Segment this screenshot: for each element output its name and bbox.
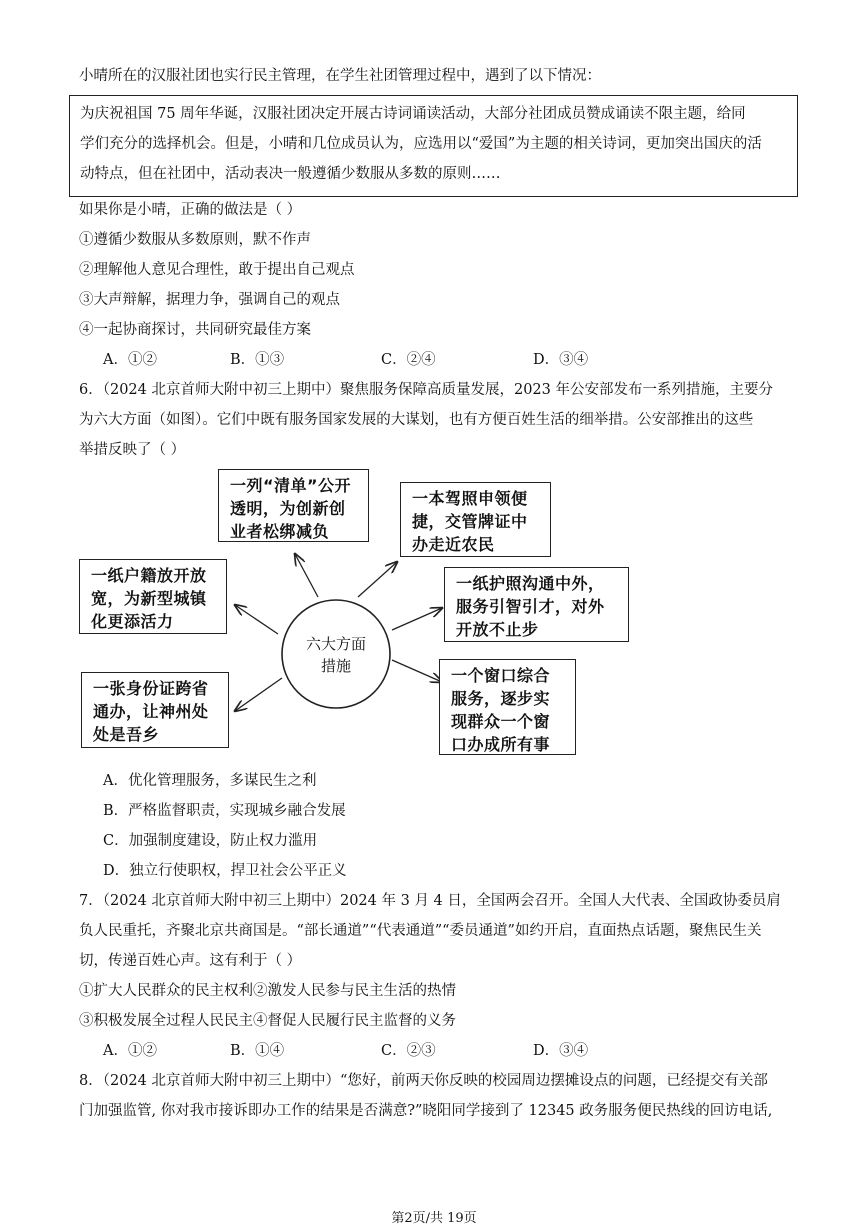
q6-stem-line: 6．（2024 北京首师大附中初三上期中）聚焦服务保障高质量发展，2023 年公安部发布一系列措施，主要分 bbox=[79, 382, 773, 398]
material-line: 为庆祝祖国 75 周年华诞，汉服社团决定开展古诗词诵读活动，大部分社团成员赞成诵读不限主题，给同 bbox=[80, 106, 746, 122]
q6-stem-line: 为六大方面（如图）。它们中既有服务国家发展的大谋划，也有方便百姓生活的细举措。公安部推出的这些 bbox=[79, 412, 754, 428]
q8-stem-line: 8．（2024 北京首师大附中初三上期中）“您好，前两天你反映的校园周边摆摊设点的问题，已经提交有关部 bbox=[79, 1073, 768, 1089]
q6-option-a[interactable]: A．优化管理服务，多谋民生之利 bbox=[103, 773, 317, 789]
material-line: 动特点，但在社团中，活动表决一般遵循少数服从多数的原则…… bbox=[80, 166, 501, 182]
q6-option-d[interactable]: D．独立行使职权，捍卫社会公平正义 bbox=[103, 863, 347, 879]
q8-stem-line: 门加强监管, 你对我市接诉即办工作的结果是否满意?”晓阳同学接到了 12345 政务服务便民热线的回访电话, bbox=[79, 1103, 773, 1119]
option-b[interactable]: B．①③ bbox=[230, 352, 285, 368]
option-a[interactable]: A．①② bbox=[103, 1043, 157, 1059]
q6-option-c[interactable]: C．加强制度建设，防止权力滥用 bbox=[103, 833, 318, 849]
q7-stem-line: 负人民重托，齐聚北京共商国是。“部长通道”“代表通道”“委员通道”如约开启，直面热点话题，聚焦民生关 bbox=[79, 923, 762, 939]
q7-stem-line: 7．（2024 北京首师大附中初三上期中）2024 年 3 月 4 日，全国两会召开。全国人大代表、全国政协委员肩 bbox=[79, 893, 781, 909]
option-d[interactable]: D．③④ bbox=[533, 352, 589, 368]
box-household-registration: 一纸户籍放开放 宽，为新型城镇 化更添活力 bbox=[79, 559, 227, 634]
arrow-bottom-left bbox=[235, 678, 282, 711]
q7-item: ①扩大人民群众的民主权利②激发人民参与民主生活的热情 bbox=[79, 983, 456, 999]
q5-item: ③大声辩解，据理力争，强调自己的观点 bbox=[79, 292, 340, 308]
q5-item: ①遵循少数服从多数原则，默不作声 bbox=[79, 232, 311, 248]
arrow-bottom-right bbox=[392, 660, 442, 682]
q5-item: ④一起协商探讨，共同研究最佳方案 bbox=[79, 322, 311, 338]
diagram-center-label: 六大方面 措施 bbox=[305, 635, 366, 675]
q6-stem-line: 举措反映了（ ） bbox=[79, 442, 186, 458]
material-line: 学们充分的选择机会。但是，小晴和几位成员认为，应选用以“爱国”为主题的相关诗词，更加突出国庆的活 bbox=[80, 136, 762, 152]
arrow-left bbox=[235, 605, 278, 634]
q6-option-b[interactable]: B．严格监督职责，实现城乡融合发展 bbox=[103, 803, 346, 819]
box-id-card: 一张身份证跨省 通办，让神州处 处是吾乡 bbox=[81, 672, 229, 748]
box-passport: 一纸护照沟通中外， 服务引智引才，对外 开放不止步 bbox=[444, 567, 629, 642]
option-c[interactable]: C．②③ bbox=[381, 1043, 436, 1059]
option-b[interactable]: B．①④ bbox=[230, 1043, 285, 1059]
box-list-transparency: 一列“清单”公开 透明，为创新创 业者松绑减负 bbox=[218, 469, 369, 542]
q5-intro: 小晴所在的汉服社团也实行民主管理，在学生社团管理过程中，遇到了以下情况： bbox=[79, 68, 601, 84]
arrow-right bbox=[392, 608, 442, 630]
arrow-top-right bbox=[358, 562, 397, 597]
q7-stem-line: 切，传递百姓心声。这有利于（ ） bbox=[79, 953, 302, 969]
q7-item: ③积极发展全过程人民民主④督促人民履行民主监督的义务 bbox=[79, 1013, 456, 1029]
box-one-window: 一个窗口综合 服务，逐步实 现群众一个窗 口办成所有事 bbox=[439, 659, 576, 755]
box-driving-license: 一本驾照申领便 捷，交管牌证中 办走近农民 bbox=[400, 482, 551, 557]
option-a[interactable]: A．①② bbox=[103, 352, 157, 368]
arrow-top bbox=[295, 554, 318, 597]
q5-question: 如果你是小晴，正确的做法是（ ） bbox=[79, 202, 302, 218]
option-d[interactable]: D．③④ bbox=[533, 1043, 589, 1059]
q5-item: ②理解他人意见合理性，敢于提出自己观点 bbox=[79, 262, 355, 278]
page-number: 第2页/共 19页 bbox=[391, 1211, 477, 1226]
option-c[interactable]: C．②④ bbox=[381, 352, 436, 368]
